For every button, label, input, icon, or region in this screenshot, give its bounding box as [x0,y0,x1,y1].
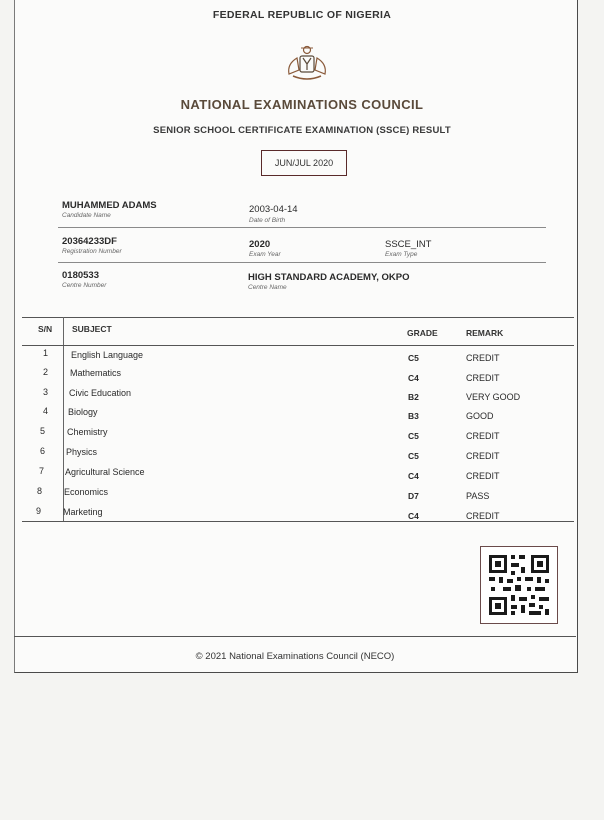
row-subject: Economics [64,487,109,497]
coat-of-arms-icon [279,42,335,82]
row-remark: CREDIT [466,451,500,461]
row-sn: 1 [43,348,49,358]
row-subject: Physics [66,447,98,457]
qr-code-icon [480,546,558,624]
row-sn: 9 [36,506,42,516]
country-heading: FEDERAL REPUBLIC OF NIGERIA [212,9,392,21]
header-grade: GRADE [407,328,438,338]
row-grade: C5 [408,353,419,363]
row-subject: English Language [71,350,144,360]
row-remark: CREDIT [466,353,500,363]
row-sn: 8 [37,486,43,496]
header-remark: REMARK [466,328,504,338]
date-of-birth-caption: Date of Birth [249,217,286,224]
row-remark: CREDIT [466,511,500,521]
row-subject: Biology [68,407,98,417]
row-subject: Agricultural Science [65,467,145,477]
header-subject: SUBJECT [72,324,112,334]
exam-period-box: JUN/JUL 2020 [261,150,347,176]
row-subject: Chemistry [67,427,108,437]
row-subject: Civic Education [69,388,132,398]
row-sn: 2 [43,367,49,377]
row-grade: B3 [408,411,419,421]
row-remark: GOOD [466,411,494,421]
row-grade: B2 [408,392,419,402]
row-remark: CREDIT [466,471,500,481]
row-sn: 4 [43,406,49,416]
candidate-name-caption: Candidate Name [62,212,111,219]
row-grade: C5 [408,431,419,441]
row-grade: C4 [408,511,419,521]
centre-number: 0180533 [62,270,99,281]
row-remark: PASS [466,491,490,501]
row-sn: 5 [40,426,46,436]
exam-type: SSCE_INT [385,239,432,250]
row-grade: C4 [408,471,419,481]
exam-type-caption: Exam Type [385,251,418,258]
row-remark: CREDIT [466,373,500,383]
header-sn: S/N [38,324,53,334]
exam-title: SENIOR SCHOOL CERTIFICATE EXAMINATION (SSCE) RESULT [153,125,451,136]
registration-number-caption: Registration Number [62,248,122,255]
centre-name: HIGH STANDARD ACADEMY, OKPO [248,272,410,283]
footer-copyright: © 2021 National Examinations Council (NECO) [195,651,395,662]
council-name: NATIONAL EXAMINATIONS COUNCIL [180,97,424,112]
row-sn: 3 [43,387,49,397]
row-grade: D7 [408,491,419,501]
exam-year-caption: Exam Year [249,251,281,258]
candidate-name: MUHAMMED ADAMS [62,200,157,211]
centre-number-caption: Centre Number [62,282,107,289]
row-remark: CREDIT [466,431,500,441]
row-remark: VERY GOOD [466,392,521,402]
centre-name-caption: Centre Name [248,284,287,291]
exam-year: 2020 [249,239,271,250]
row-subject: Mathematics [70,368,122,378]
date-of-birth: 2003-04-14 [249,204,298,215]
row-subject: Marketing [63,507,103,517]
row-grade: C4 [408,373,419,383]
row-grade: C5 [408,451,419,461]
registration-number: 20364233DF [62,236,117,247]
row-sn: 6 [40,446,46,456]
row-sn: 7 [39,466,45,476]
